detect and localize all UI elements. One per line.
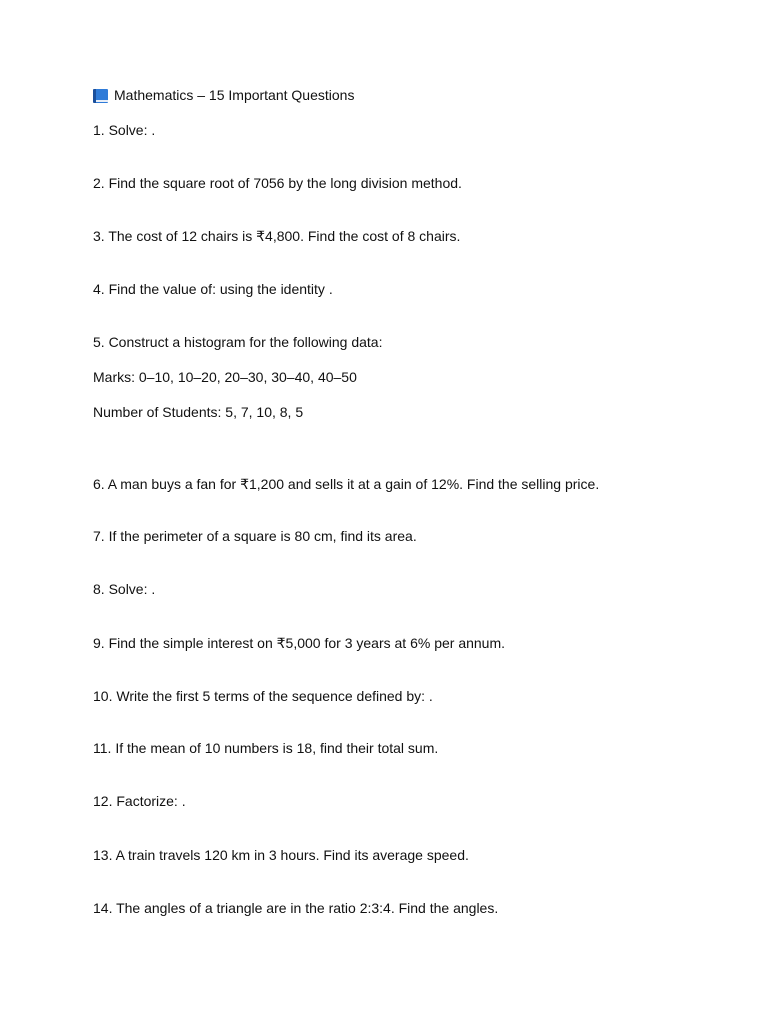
document-title-text: Mathematics – 15 Important Questions [114, 87, 355, 103]
question-5-students: Number of Students: 5, 7, 10, 8, 5 [93, 404, 304, 420]
question-12: 12. Factorize: . [93, 793, 186, 809]
question-3: 3. The cost of 12 chairs is ₹4,800. Find the cost of 8 chairs. [93, 228, 461, 244]
question-5-marks: Marks: 0–10, 10–20, 20–30, 30–40, 40–50 [93, 369, 357, 385]
question-9: 9. Find the simple interest on ₹5,000 for 3 years at 6% per annum. [93, 635, 506, 651]
question-8: 8. Solve: . [93, 581, 156, 597]
book-icon [93, 89, 108, 103]
question-2: 2. Find the square root of 7056 by the long division method. [93, 175, 462, 191]
question-6: 6. A man buys a fan for ₹1,200 and sells it at a gain of 12%. Find the selling price. [93, 476, 600, 492]
question-14: 14. The angles of a triangle are in the ratio 2:3:4. Find the angles. [93, 900, 499, 916]
document-title [93, 87, 354, 104]
question-5: 5. Construct a histogram for the following data: [93, 334, 383, 350]
question-1: 1. Solve: . [93, 122, 156, 138]
question-11: 11. If the mean of 10 numbers is 18, find their total sum. [93, 740, 439, 756]
question-4: 4. Find the value of: using the identity . [93, 281, 333, 297]
question-7: 7. If the perimeter of a square is 80 cm, find its area. [93, 528, 417, 544]
question-13: 13. A train travels 120 km in 3 hours. Find its average speed. [93, 847, 469, 863]
question-10: 10. Write the first 5 terms of the sequence defined by: . [93, 688, 433, 704]
